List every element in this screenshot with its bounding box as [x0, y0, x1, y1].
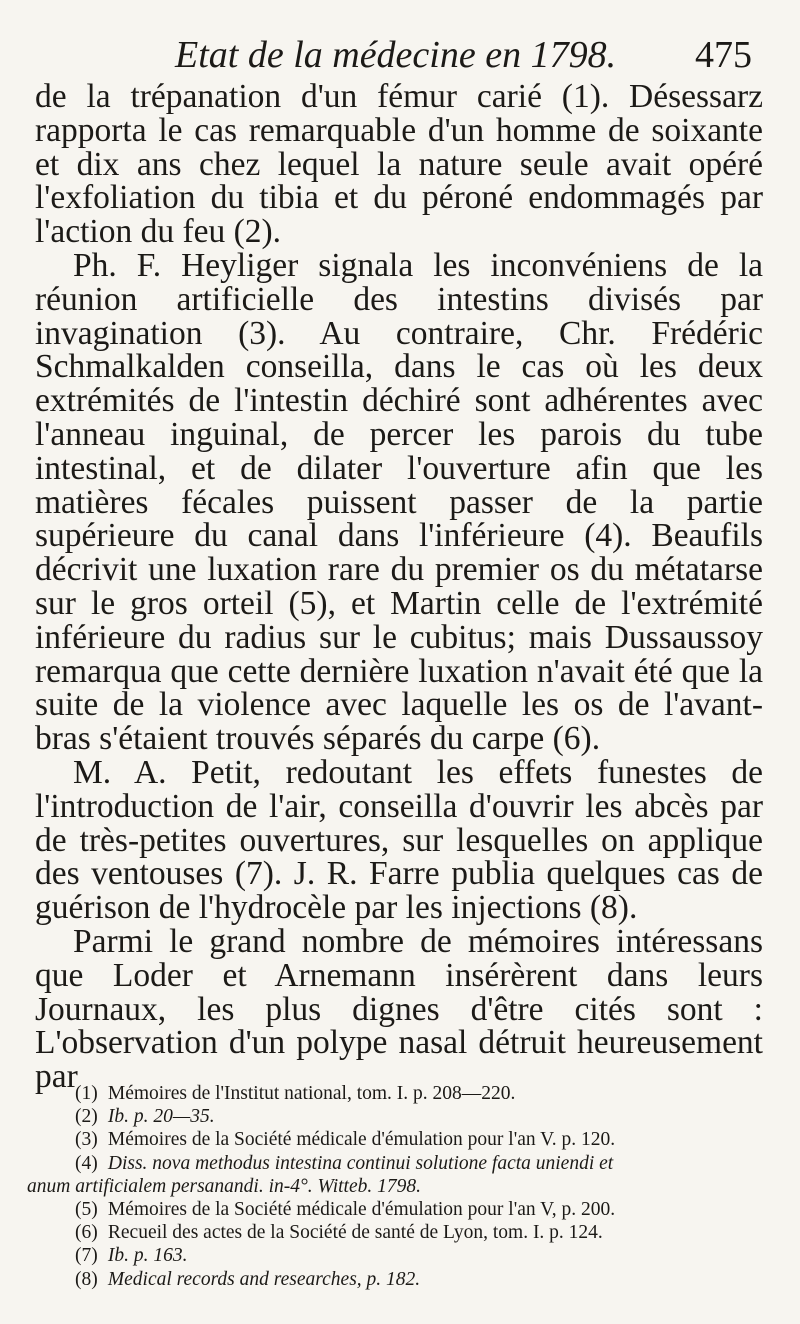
footnote-7: [75, 1244, 765, 1267]
page-header: [175, 30, 770, 80]
footnote-2: [75, 1105, 765, 1128]
footnote-text: Recueil des actes de la Société de santé de Lyon, tom. I. p. 124.: [107, 1222, 603, 1244]
footnote-number: (7): [75, 1245, 98, 1267]
footnote-text: Diss. nova methodus intestina continui solutione facta uniendi et: [107, 1152, 614, 1174]
footnote-4: [75, 1152, 765, 1175]
footnote-text: Mémoires de la Société médicale d'émulation pour l'an V. p. 120.: [107, 1129, 616, 1151]
footnote-number: (1): [75, 1083, 98, 1104]
footnote-number: (8): [75, 1268, 98, 1290]
footnote-8: [75, 1268, 765, 1291]
footnotes: [27, 1082, 765, 1291]
paragraph-loder-arnemann: Parmi le grand nombre de mémoires intéressans que Loder et Arnemann insérèrent dans leurs Journaux, les plus dignes d'être cités sont : L'observation d'un polype nasal détruit heureusement par: [35, 922, 763, 1096]
footnote-text: Mémoires de la Société médicale d'émulation pour l'an V, p. 200.: [107, 1199, 616, 1221]
body-text: [35, 80, 763, 1094]
paragraph-heyliger: Ph. F. Heyliger signala les inconvéniens de la réunion artificielle des intestins divisés par invagination (3). Au contraire, Chr. Frédéric Schmalkalden conseilla, dans le cas où les deux extrémités de l'intestin déchiré sont adhérentes avec l'anneau inguinal, de percer les parois du tube intestinal, et de dilater l'ouverture afin que les matières fécales puissent passer de la partie supérieure du canal dans l'inférieure (4). Beaufils décrivit une luxation rare du premier os du métatarse sur le gros orteil (5), et Martin celle de l'extrémité inférieure du radius sur le cubitus; mais Dussaussoy remarqua que cette dernière luxation n'avait été que la suite de la violence avec laquelle les os de l'avant-bras s'étaient trouvés séparés du carpe (6).: [35, 246, 763, 758]
footnote-number: (5): [75, 1199, 98, 1221]
footnote-3: [75, 1128, 765, 1151]
footnote-5: [75, 1198, 765, 1221]
footnote-number: (3): [75, 1129, 98, 1151]
footnote-text: Ib. p. 163.: [107, 1245, 188, 1267]
page-number: 475: [695, 34, 752, 76]
footnote-number: (6): [75, 1222, 98, 1244]
footnote-number: (4): [75, 1152, 98, 1174]
paragraph-petit: M. A. Petit, redoutant les effets funestes de l'introduction de l'air, conseilla d'ouvrir les abcès par de très-petites ouvertures, sur lesquelles on applique des ventouses (7). J. R. Farre publia quelques cas de guérison de l'hydrocèle par les injections (8).: [35, 753, 763, 927]
footnote-1: [75, 1082, 765, 1105]
paragraph-trepanation: de la trépanation d'un fémur carié (1). Désessarz rapporta le cas remarquable d'un homme de soixante et dix ans chez lequel la nature seule avait opéré l'exfoliation du tibia et du péroné endommagés par l'action du feu (2).: [35, 78, 763, 251]
footnote-text: Medical records and researches, p. 182.: [107, 1268, 421, 1290]
footnote-text: Ib. p. 20—35.: [107, 1106, 215, 1128]
footnote-4-continued: anum artificialem persanandi. in-4°. Witteb. 1798.: [27, 1175, 421, 1197]
running-title: Etat de la médecine en 1798.: [175, 34, 617, 76]
footnote-number: (2): [75, 1106, 98, 1128]
footnote-6: [75, 1221, 765, 1244]
footnote-text: Mémoires de l'Institut national, tom. I. p. 208—220.: [107, 1083, 516, 1104]
